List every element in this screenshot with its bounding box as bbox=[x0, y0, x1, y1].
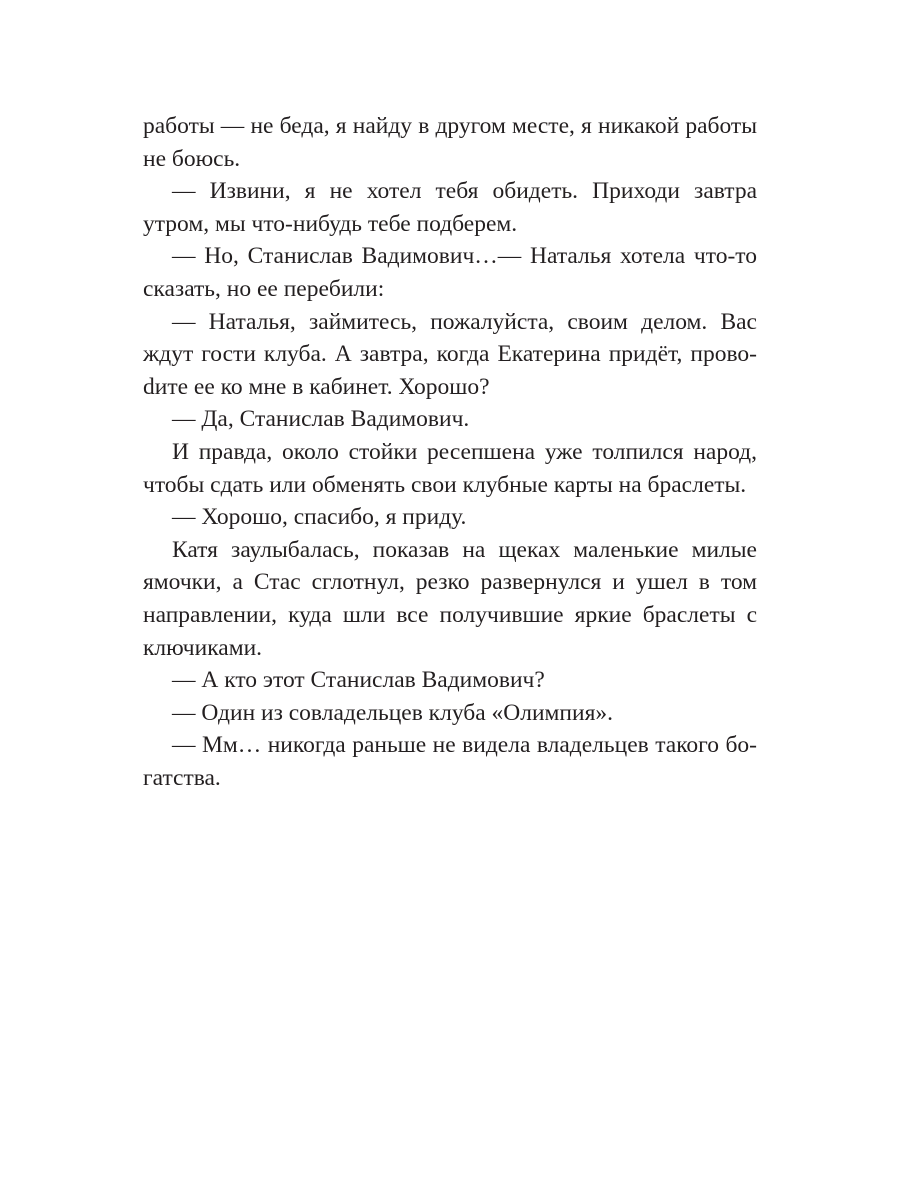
paragraph-dialogue-instructions: — Наталья, займитесь, пожалуйста, своим делом. Вас ждут гости клуба. А завтра, когда Екатерина придёт, провоdите ее ко мне в кабинет. Хорошо? bbox=[143, 308, 757, 400]
paragraph-dialogue-natalya: — Но, Станислав Вадимович…— Наталья хотела что-то сказать, но ее перебили: bbox=[143, 243, 757, 302]
paragraph-dialogue-thanks: — Хорошо, спасибо, я приду. bbox=[172, 504, 467, 531]
paragraph-continuation: работы — не беда, я найду в другом месте, я никакой работы не боюсь. bbox=[143, 113, 757, 172]
paragraph-dialogue-remark: — Мм… никогда раньше не видела владельцев такого богатства. bbox=[143, 732, 757, 791]
book-page bbox=[143, 110, 757, 794]
paragraph-narration-katya: Катя заулыбалась, показав на щеках маленькие милые ямочки, а Стас сглотнул, резко развернулся и ушел в том направлении, куда шли все получившие яркие браслеты с ключиками. bbox=[143, 536, 757, 661]
paragraph-dialogue-reply: — Да, Станислав Вадимович. bbox=[172, 406, 470, 433]
paragraph-dialogue-question: — А кто этот Станислав Вадимович? bbox=[172, 667, 545, 694]
paragraph-narration-reception: И правда, около стойки ресепшена уже толпился народ, чтобы сдать или обменять свои клубные карты на браслеты. bbox=[143, 438, 757, 498]
paragraph-dialogue-answer: — Один из совладельцев клуба «Олимпия». bbox=[172, 699, 614, 726]
paragraph-dialogue-apology: — Извини, я не хотел тебя обидеть. Приходи завтра утром, мы что-нибудь тебе подберем. bbox=[143, 178, 757, 237]
